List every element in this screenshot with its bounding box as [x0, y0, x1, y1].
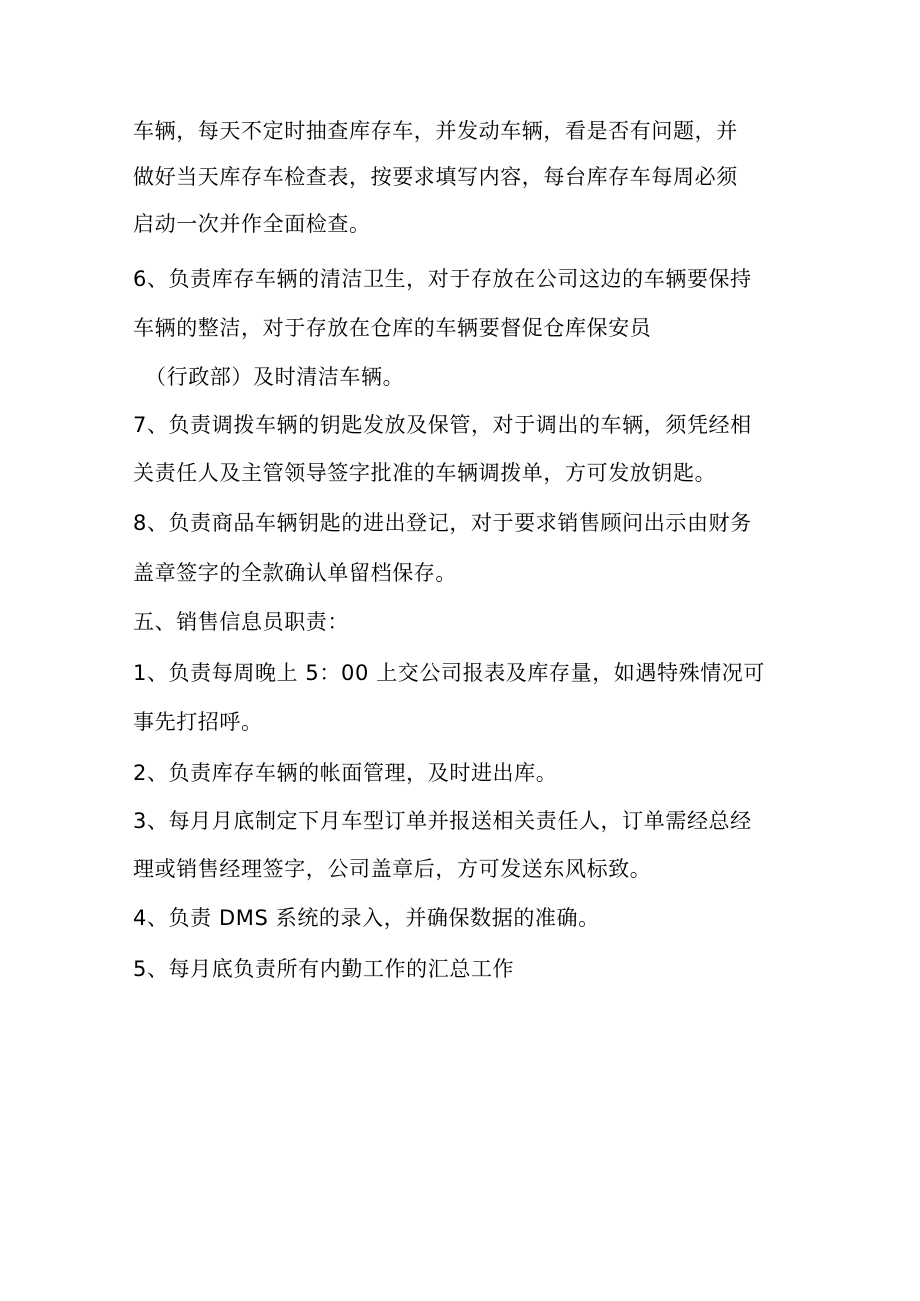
text-line: 6、负责库存车辆的清洁卫生，对于存放在公司这边的车辆要保持 [133, 267, 752, 291]
text-line: 8、负责商品车辆钥匙的进出登记，对于要求销售顾问出示由财务 [133, 511, 752, 535]
text-line: 7、负责调拨车辆的钥匙发放及保管，对于调出的车辆，须凭经相 [133, 413, 752, 437]
text-line: 盖章签字的全款确认单留档保存。 [133, 561, 457, 585]
text-line: 1、负责每周晚上 5：00 上交公司报表及库存量，如遇特殊情况可 [133, 661, 765, 685]
text-line: 做好当天库存车检查表，按要求填写内容，每台库存车每周必须 [133, 165, 738, 189]
text-line: 启动一次并作全面检查。 [133, 212, 371, 236]
text-line: 2、负责库存车辆的帐面管理，及时进出库。 [133, 761, 558, 785]
text-line: 车辆，每天不定时抽查库存车，并发动车辆，看是否有问题，并 [133, 119, 738, 143]
text-line: 事先打招呼。 [133, 710, 263, 734]
text-line: 理或销售经理签字，公司盖章后，方可发送东风标致。 [133, 857, 652, 881]
text-line: 车辆的整洁，对于存放在仓库的车辆要督促仓库保安员 [133, 316, 652, 340]
text-line: （行政部）及时清洁车辆。 [145, 365, 405, 389]
text-line: 5、每月底负责所有内勤工作的汇总工作 [133, 957, 515, 981]
text-line: 4、负责 DMS 系统的录入，并确保数据的准确。 [133, 906, 600, 930]
text-line: 3、每月月底制定下月车型订单并报送相关责任人，订单需经总经 [133, 809, 752, 833]
text-line: 关责任人及主管领导签字批准的车辆调拨单，方可发放钥匙。 [133, 461, 717, 485]
section-heading: 五、销售信息员职责： [133, 610, 349, 634]
